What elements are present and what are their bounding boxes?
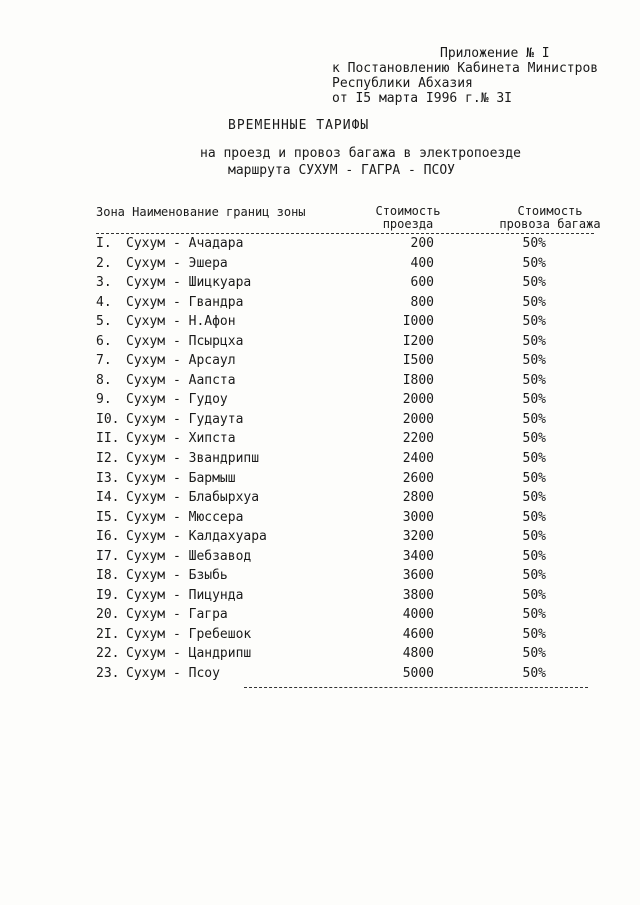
column-header-baggage-line: Стоимость <box>517 204 583 218</box>
zone-number: I0. <box>96 411 120 427</box>
zone-number: II. <box>96 431 120 447</box>
fare-cost: 200 <box>410 236 434 251</box>
column-header-cost <box>368 205 448 231</box>
baggage-rate: 50% <box>522 372 546 388</box>
table-row <box>96 549 596 569</box>
zone-number: 22. <box>96 646 120 662</box>
fare-cost: 4800 <box>402 646 434 662</box>
appendix-ref-line: к Постановлению Кабинета Министров <box>332 61 599 76</box>
baggage-rate: 50% <box>522 255 546 271</box>
table-row <box>96 431 596 451</box>
table-row <box>96 568 596 588</box>
baggage-rate: 50% <box>522 470 546 486</box>
table-row <box>96 646 596 666</box>
zone-name: Сухум - Блабырхуа <box>126 490 260 506</box>
document-title: ВРЕМЕННЫЕ ТАРИФЫ <box>228 118 370 133</box>
zone-name: Сухум - Пицунда <box>126 587 244 603</box>
fare-cost: 3200 <box>402 529 434 545</box>
baggage-rate: 50% <box>522 236 546 251</box>
zone-number: 6. <box>96 333 112 349</box>
zone-name: Сухум - Звандрипш <box>126 451 260 467</box>
table-row <box>96 607 596 627</box>
fare-cost: I000 <box>402 314 434 330</box>
table-row <box>96 627 596 647</box>
fare-cost: 2000 <box>402 392 434 408</box>
baggage-rate: 50% <box>522 646 546 662</box>
zone-number: 9. <box>96 392 112 408</box>
zone-name: Сухум - Псоу <box>126 666 220 682</box>
zone-name: Сухум - Псырцха <box>126 333 244 349</box>
column-header-cost-line: Стоимость <box>375 204 441 218</box>
table-end-divider <box>244 687 588 688</box>
fare-cost: 4600 <box>402 626 434 642</box>
baggage-rate: 50% <box>522 431 546 447</box>
column-header-baggage <box>494 205 606 231</box>
fare-cost: 5000 <box>402 666 434 682</box>
zone-number: 8. <box>96 372 112 388</box>
baggage-rate: 50% <box>522 509 546 525</box>
table-row <box>96 510 596 530</box>
zone-number: 20. <box>96 607 120 623</box>
zone-name: Сухум - Аапста <box>126 372 236 388</box>
zone-name: Сухум - Хипста <box>126 431 236 447</box>
table-row <box>96 490 596 510</box>
baggage-rate: 50% <box>522 490 546 506</box>
baggage-rate: 50% <box>522 353 546 369</box>
baggage-rate: 50% <box>522 451 546 467</box>
baggage-rate: 50% <box>522 568 546 584</box>
tariff-table-body <box>96 236 596 686</box>
zone-number: 7. <box>96 353 112 369</box>
zone-name: Сухум - Гагра <box>126 607 228 623</box>
column-header-zone: Зона Наименование границ зоны <box>96 205 306 219</box>
baggage-rate: 50% <box>522 333 546 349</box>
document-subtitle-route: маршрута СУХУМ - ГАГРА - ПСОУ <box>228 163 455 178</box>
table-row <box>96 392 596 412</box>
table-row <box>96 666 596 686</box>
baggage-rate: 50% <box>522 392 546 408</box>
baggage-rate: 50% <box>522 411 546 427</box>
table-row <box>96 353 596 373</box>
zone-name: Сухум - Цандрипш <box>126 646 252 662</box>
baggage-rate: 50% <box>522 587 546 603</box>
fare-cost: 2400 <box>402 451 434 467</box>
column-header-cost-line: проезда <box>382 217 434 231</box>
zone-name: Сухум - Гвандра <box>126 294 244 310</box>
table-row <box>96 334 596 354</box>
baggage-rate: 50% <box>522 275 546 291</box>
zone-name: Сухум - Мюссера <box>126 509 244 525</box>
document-subtitle: на проезд и провоз багажа в электропоезде <box>200 146 521 161</box>
table-row <box>96 236 596 256</box>
baggage-rate: 50% <box>522 666 546 682</box>
zone-number: I. <box>96 236 112 251</box>
table-header <box>96 204 601 235</box>
zone-number: 5. <box>96 314 112 330</box>
zone-number: I7. <box>96 548 120 564</box>
zone-name: Сухум - Гудаута <box>126 411 244 427</box>
table-row <box>96 295 596 315</box>
table-row <box>96 451 596 471</box>
column-header-baggage-line: провоза багажа <box>499 217 601 231</box>
zone-number: I3. <box>96 470 120 486</box>
fare-cost: 2000 <box>402 411 434 427</box>
zone-name: Сухум - Шебзавод <box>126 548 252 564</box>
zone-name: Сухум - Гребешок <box>126 626 252 642</box>
zone-name: Сухум - Арсаул <box>126 353 236 369</box>
baggage-rate: 50% <box>522 294 546 310</box>
zone-name: Сухум - Гудоу <box>126 392 228 408</box>
appendix-date-line: от I5 марта I996 г.№ 3I <box>332 91 513 106</box>
fare-cost: 3400 <box>402 548 434 564</box>
table-row <box>96 588 596 608</box>
zone-name: Сухум - Шицкуара <box>126 275 252 291</box>
zone-name: Сухум - Бзыбь <box>126 568 228 584</box>
fare-cost: I200 <box>402 333 434 349</box>
fare-cost: I800 <box>402 372 434 388</box>
appendix-ref-line: Республики Абхазия <box>332 76 473 91</box>
fare-cost: 400 <box>410 255 434 271</box>
zone-number: I8. <box>96 568 120 584</box>
table-row <box>96 471 596 491</box>
baggage-rate: 50% <box>522 626 546 642</box>
zone-number: 2. <box>96 255 112 271</box>
zone-name: Сухум - Ачадара <box>126 236 244 251</box>
zone-name: Сухум - Эшера <box>126 255 228 271</box>
header-divider <box>96 233 594 234</box>
zone-number: 2I. <box>96 626 120 642</box>
zone-number: I6. <box>96 529 120 545</box>
baggage-rate: 50% <box>522 607 546 623</box>
fare-cost: 800 <box>410 294 434 310</box>
zone-number: I2. <box>96 451 120 467</box>
zone-number: 23. <box>96 666 120 682</box>
fare-cost: 2200 <box>402 431 434 447</box>
fare-cost: I500 <box>402 353 434 369</box>
fare-cost: 3800 <box>402 587 434 603</box>
zone-number: 4. <box>96 294 112 310</box>
zone-name: Сухум - Бармыш <box>126 470 236 486</box>
zone-name: Сухум - Н.Афон <box>126 314 236 330</box>
baggage-rate: 50% <box>522 529 546 545</box>
fare-cost: 3600 <box>402 568 434 584</box>
zone-name: Сухум - Калдахуара <box>126 529 267 545</box>
zone-number: I4. <box>96 490 120 506</box>
baggage-rate: 50% <box>522 548 546 564</box>
fare-cost: 600 <box>410 275 434 291</box>
fare-cost: 2800 <box>402 490 434 506</box>
fare-cost: 4000 <box>402 607 434 623</box>
fare-cost: 2600 <box>402 470 434 486</box>
table-row <box>96 275 596 295</box>
zone-number: 3. <box>96 275 112 291</box>
appendix-header <box>332 46 598 106</box>
zone-number: I5. <box>96 509 120 525</box>
table-row <box>96 373 596 393</box>
table-row <box>96 314 596 334</box>
baggage-rate: 50% <box>522 314 546 330</box>
table-row <box>96 412 596 432</box>
table-row <box>96 256 596 276</box>
appendix-number: Приложение № I <box>440 46 550 61</box>
fare-cost: 3000 <box>402 509 434 525</box>
table-row <box>96 529 596 549</box>
zone-number: I9. <box>96 587 120 603</box>
